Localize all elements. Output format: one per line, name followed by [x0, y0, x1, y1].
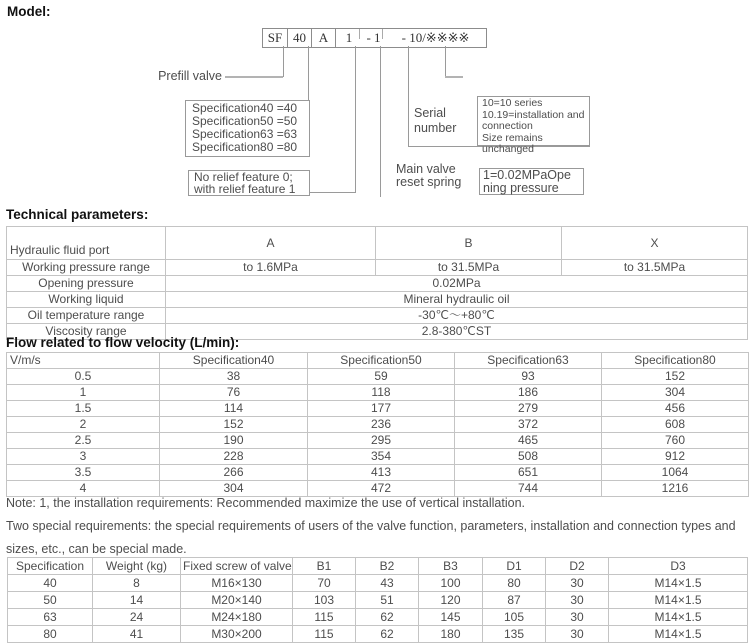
table-cell: 145	[419, 609, 483, 626]
table-row	[8, 558, 748, 575]
table-cell: 120	[419, 592, 483, 609]
serial-info-box	[477, 96, 590, 155]
table-row	[7, 369, 749, 385]
technical-parameters-heading: Technical parameters:	[6, 207, 149, 222]
table-row	[7, 227, 748, 260]
table-cell: 413	[308, 465, 455, 481]
col-header: V/m/s	[7, 353, 160, 369]
table-cell: 912	[602, 449, 749, 465]
relief-line: with relief feature 1	[194, 182, 296, 196]
table-cell: Viscosity range	[7, 324, 166, 340]
callout-line-spring	[380, 46, 381, 197]
col-header: D3	[609, 558, 748, 575]
col-header: Fixed screw of valve	[181, 558, 293, 575]
table-row	[7, 292, 748, 308]
table-cell: 87	[483, 592, 546, 609]
table-cell: 2.5	[7, 433, 160, 449]
table-cell: M14×1.5	[609, 626, 748, 643]
table-cell: 50	[8, 592, 93, 609]
table-cell: 295	[308, 433, 455, 449]
col-header: B1	[293, 558, 356, 575]
table-cell: -30℃～+80℃	[166, 308, 748, 324]
table-row	[7, 481, 749, 497]
table-row	[8, 609, 748, 626]
model-code-box	[262, 28, 487, 48]
table-cell: Oil temperature range	[7, 308, 166, 324]
table-row	[7, 276, 748, 292]
main-valve-label: Main valve reset spring	[396, 162, 462, 189]
table-cell: M16×130	[181, 575, 293, 592]
model-segment-series: SF	[263, 29, 288, 47]
table-cell: 456	[602, 401, 749, 417]
table-row	[7, 417, 749, 433]
table-cell: 8	[93, 575, 181, 592]
table-cell: 24	[93, 609, 181, 626]
table-cell: 4	[7, 481, 160, 497]
table-cell: 465	[455, 433, 602, 449]
table-cell: Working liquid	[7, 292, 166, 308]
table-cell: 651	[455, 465, 602, 481]
note-line-1: Note: 1, the installation requirements: Recommended maximize the use of vertical installation.	[6, 496, 526, 510]
table-cell: Opening pressure	[7, 276, 166, 292]
table-cell: 63	[8, 609, 93, 626]
table-row	[7, 433, 749, 449]
serial-info-line: connection	[482, 120, 533, 132]
dimensions-table	[7, 557, 748, 643]
model-segment-serial: - 10/※※※※	[401, 30, 470, 45]
callout-line-relief-h	[310, 192, 355, 193]
table-cell: M14×1.5	[609, 592, 748, 609]
pressure-callout-box	[479, 168, 584, 195]
relief-callout-box	[188, 170, 310, 196]
table-row	[7, 449, 749, 465]
table-cell: 135	[483, 626, 546, 643]
col-header: Specification40	[160, 353, 308, 369]
table-cell: 14	[93, 592, 181, 609]
model-segment-port: A	[312, 29, 336, 47]
table-cell: M14×1.5	[609, 575, 748, 592]
table-cell: 41	[93, 626, 181, 643]
table-cell: 1	[7, 385, 160, 401]
col-header: D2	[546, 558, 609, 575]
col-header: B	[376, 227, 562, 260]
table-cell: M20×140	[181, 592, 293, 609]
col-header: Specification80	[602, 353, 749, 369]
serial-info-line: Size remains unchanged	[482, 131, 543, 155]
col-header: D1	[483, 558, 546, 575]
table-cell: 30	[546, 609, 609, 626]
callout-line-spec	[308, 46, 309, 100]
table-cell: 59	[308, 369, 455, 385]
table-cell: 62	[356, 626, 419, 643]
table-cell: to 1.6MPa	[166, 260, 376, 276]
note-line-2: Two special requirements: the special requirements of users of the valve function, parameters, installation and connection types and	[6, 519, 736, 533]
table-cell: 40	[8, 575, 93, 592]
table-cell: 304	[602, 385, 749, 401]
table-cell: 1.5	[7, 401, 160, 417]
table-cell: 70	[293, 575, 356, 592]
table-cell: to 31.5MPa	[376, 260, 562, 276]
table-cell: 472	[308, 481, 455, 497]
table-cell: 760	[602, 433, 749, 449]
col-header: A	[166, 227, 376, 260]
table-cell: 80	[483, 575, 546, 592]
table-cell: 190	[160, 433, 308, 449]
serial-info-line: 10=10 series	[482, 97, 543, 109]
table-cell: 186	[455, 385, 602, 401]
flow-heading: Flow related to flow velocity (L/min):	[6, 335, 240, 350]
table-cell: 0.02MPa	[166, 276, 748, 292]
model-segment-relief: 1	[345, 30, 353, 45]
table-row	[7, 308, 748, 324]
callout-line-serial	[408, 46, 409, 146]
callout-line-relief	[355, 46, 356, 193]
col-header: Specification	[8, 558, 93, 575]
spec-line: Specification80 =80	[192, 140, 298, 154]
table-cell: 152	[602, 369, 749, 385]
table-cell: 266	[160, 465, 308, 481]
col-header: Specification50	[308, 353, 455, 369]
table-cell: 372	[455, 417, 602, 433]
table-cell: Working pressure range	[7, 260, 166, 276]
table-cell: 76	[160, 385, 308, 401]
table-row	[7, 260, 748, 276]
spec-callout-box	[185, 100, 310, 157]
table-cell: M24×180	[181, 609, 293, 626]
table-cell: 38	[160, 369, 308, 385]
relief-line: No relief feature 0;	[194, 170, 293, 184]
col-header: Specification63	[455, 353, 602, 369]
prefill-valve-label: Prefill valve	[158, 69, 222, 83]
table-cell: 3	[7, 449, 160, 465]
callout-line-star-h	[445, 76, 463, 78]
table-cell: 228	[160, 449, 308, 465]
table-cell: 30	[546, 592, 609, 609]
table-cell: 100	[419, 575, 483, 592]
table-row	[8, 575, 748, 592]
model-segment-spec: 40	[288, 29, 312, 47]
serial-info-line: 10.19=installation and	[482, 108, 585, 121]
table-cell: 30	[546, 575, 609, 592]
pressure-line: ning pressure	[483, 181, 559, 195]
table-cell: 118	[308, 385, 455, 401]
table-cell: 51	[356, 592, 419, 609]
table-cell: 304	[160, 481, 308, 497]
table-cell: 115	[293, 626, 356, 643]
table-row	[7, 465, 749, 481]
table-cell: 354	[308, 449, 455, 465]
col-header: B3	[419, 558, 483, 575]
model-heading: Model:	[7, 4, 51, 19]
table-cell: 1216	[602, 481, 749, 497]
spec-line: Specification63 =63	[192, 127, 298, 141]
table-cell: 236	[308, 417, 455, 433]
table-cell: 608	[602, 417, 749, 433]
table-cell: 115	[293, 609, 356, 626]
table-row	[7, 385, 749, 401]
table-cell: 177	[308, 401, 455, 417]
table-cell: 0.5	[7, 369, 160, 385]
table-cell: 80	[8, 626, 93, 643]
table-cell: to 31.5MPa	[562, 260, 748, 276]
divider-tick	[382, 29, 383, 39]
table-row	[7, 353, 749, 369]
model-segment-spring: - 1	[366, 30, 381, 45]
table-cell: 1064	[602, 465, 749, 481]
spec-line: Specification40 =40	[192, 101, 298, 115]
table-cell: 3.5	[7, 465, 160, 481]
flow-velocity-table	[6, 352, 749, 497]
table-cell: M30×200	[181, 626, 293, 643]
table-cell: 279	[455, 401, 602, 417]
col-header: Weight (kg)	[93, 558, 181, 575]
table-row	[8, 626, 748, 643]
col-header: X	[562, 227, 748, 260]
table-cell: 93	[455, 369, 602, 385]
table-row	[7, 401, 749, 417]
serial-number-label: Serial number	[414, 106, 457, 135]
spec-line: Specification50 =50	[192, 114, 298, 128]
table-cell: 43	[356, 575, 419, 592]
table-cell: 2.8-380℃ST	[166, 324, 748, 340]
table-cell: M14×1.5	[609, 609, 748, 626]
table-cell: 180	[419, 626, 483, 643]
note-line-3: sizes, etc., can be special made.	[6, 542, 187, 556]
table-cell: 114	[160, 401, 308, 417]
pressure-line: 1=0.02MPaOpe	[483, 168, 571, 182]
col-header: Hydraulic fluid port	[7, 227, 166, 260]
callout-line-prefill-h	[225, 76, 283, 78]
divider-tick	[359, 29, 360, 39]
table-cell: 30	[546, 626, 609, 643]
table-row	[8, 592, 748, 609]
technical-parameters-table	[6, 226, 748, 340]
callout-line-star	[445, 46, 446, 76]
table-cell: 744	[455, 481, 602, 497]
table-cell: 152	[160, 417, 308, 433]
table-cell: 103	[293, 592, 356, 609]
table-cell: 62	[356, 609, 419, 626]
table-cell: 508	[455, 449, 602, 465]
callout-line-prefill	[283, 46, 284, 77]
col-header: B2	[356, 558, 419, 575]
table-cell: 2	[7, 417, 160, 433]
table-cell: 105	[483, 609, 546, 626]
table-cell: Mineral hydraulic oil	[166, 292, 748, 308]
